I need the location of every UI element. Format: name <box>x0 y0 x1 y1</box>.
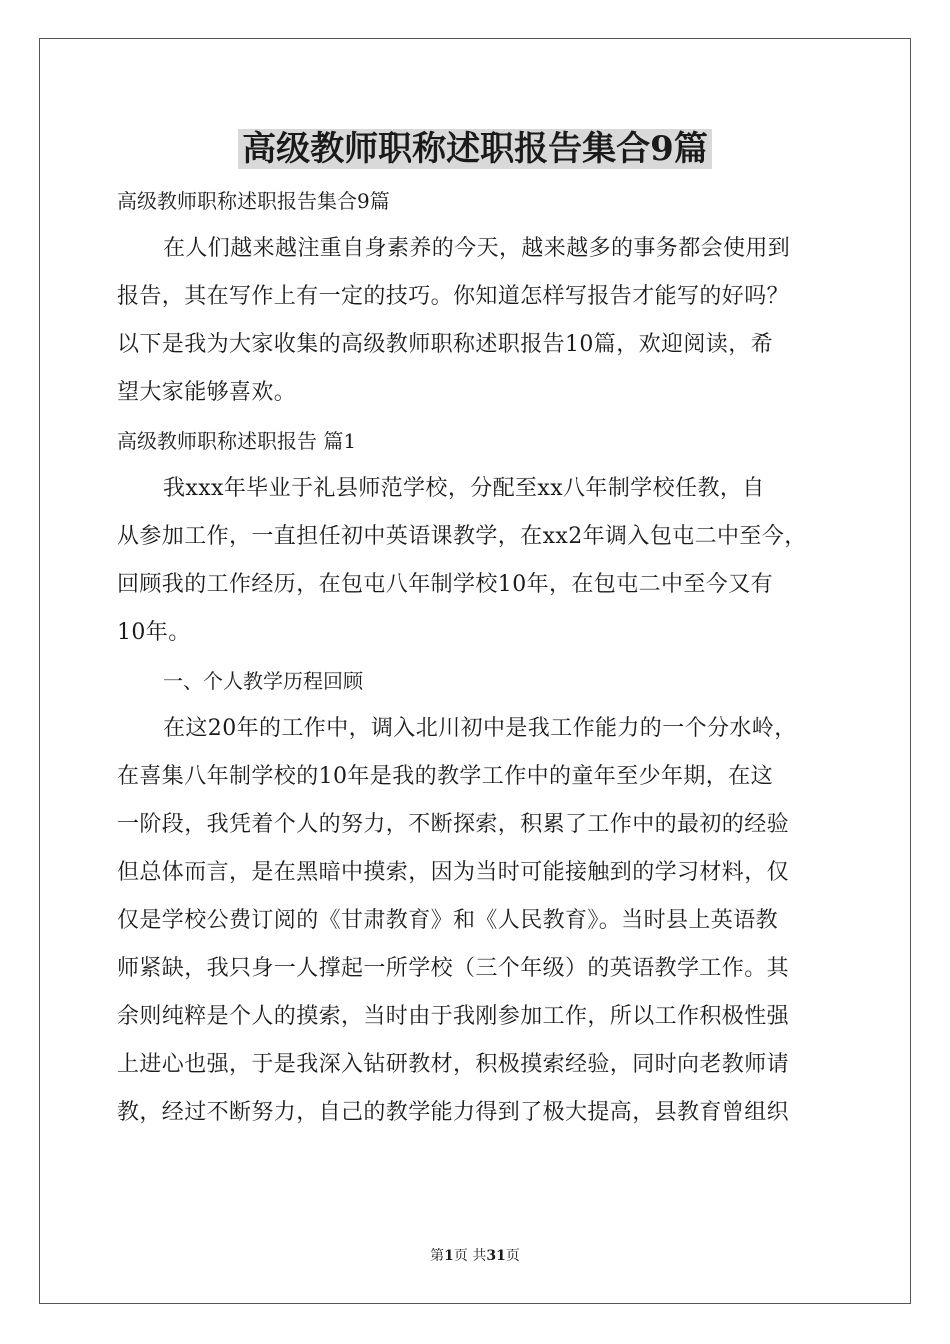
document-title <box>0 124 950 174</box>
paragraph-line: 一阶段，我凭着个人的努力，不断探索，积累了工作中的最初的经验 <box>117 812 790 837</box>
page-number-middle: 页 共 <box>453 1248 487 1264</box>
intro-line: 以下是我为大家收集的高级教师职称述职报告10篇，欢迎阅读，希 <box>117 332 773 357</box>
page-number-prefix: 第 <box>430 1248 445 1264</box>
section-heading: 高级教师职称述职报告 篇1 <box>117 429 357 453</box>
paragraph-line: 师紧缺，我只身一人撑起一所学校（三个年级）的英语教学工作。其 <box>117 956 790 981</box>
document-subtitle: 高级教师职称述职报告集合9篇 <box>117 189 390 213</box>
paragraph-line: 教，经过不断努力，自己的教学能力得到了极大提高，县教育曾组织 <box>117 1100 790 1125</box>
intro-line: 在人们越来越注重自身素养的今天，越来越多的事务都会使用到 <box>163 236 791 261</box>
paragraph-line: 10年。 <box>117 620 191 645</box>
paragraph-line: 回顾我的工作经历，在包屯八年制学校10年，在包屯二中至今又有 <box>117 572 773 597</box>
page-number-suffix: 页 <box>505 1248 520 1264</box>
document-body <box>117 177 837 1137</box>
paragraph-line: 余则纯粹是个人的摸索，当时由于我刚参加工作，所以工作积极性强 <box>117 1004 790 1029</box>
paragraph-line: 在这20年的工作中，调入北川初中是我工作能力的一个分水岭， <box>163 716 797 741</box>
sub-heading: 一、个人教学历程回顾 <box>163 669 363 693</box>
intro-line: 望大家能够喜欢。 <box>117 380 297 405</box>
page-footer <box>0 1246 950 1266</box>
paragraph-line: 我xxx年毕业于礼县师范学校，分配至xx八年制学校任教，自 <box>163 476 765 501</box>
intro-line: 报告，其在写作上有一定的技巧。你知道怎样写报告才能写的好吗？ <box>117 284 790 309</box>
paragraph-line: 仅是学校公费订阅的《甘肃教育》和《人民教育》。当时县上英语教 <box>117 908 779 933</box>
document-title-text: 高级教师职称述职报告集合9篇 <box>238 129 712 169</box>
paragraph-line: 从参加工作，一直担任初中英语课教学，在xx2年调入包屯二中至今， <box>117 524 807 549</box>
total-page-count: 31 <box>486 1248 506 1264</box>
paragraph-line: 在喜集八年制学校的10年是我的教学工作中的童年至少年期，在这 <box>117 764 773 789</box>
paragraph-line: 上进心也强，于是我深入钻研教材，积极摸索经验，同时向老教师请 <box>117 1052 790 1077</box>
paragraph-line: 但总体而言，是在黑暗中摸索，因为当时可能接触到的学习材料，仅 <box>117 860 790 885</box>
current-page-number: 1 <box>444 1248 454 1264</box>
